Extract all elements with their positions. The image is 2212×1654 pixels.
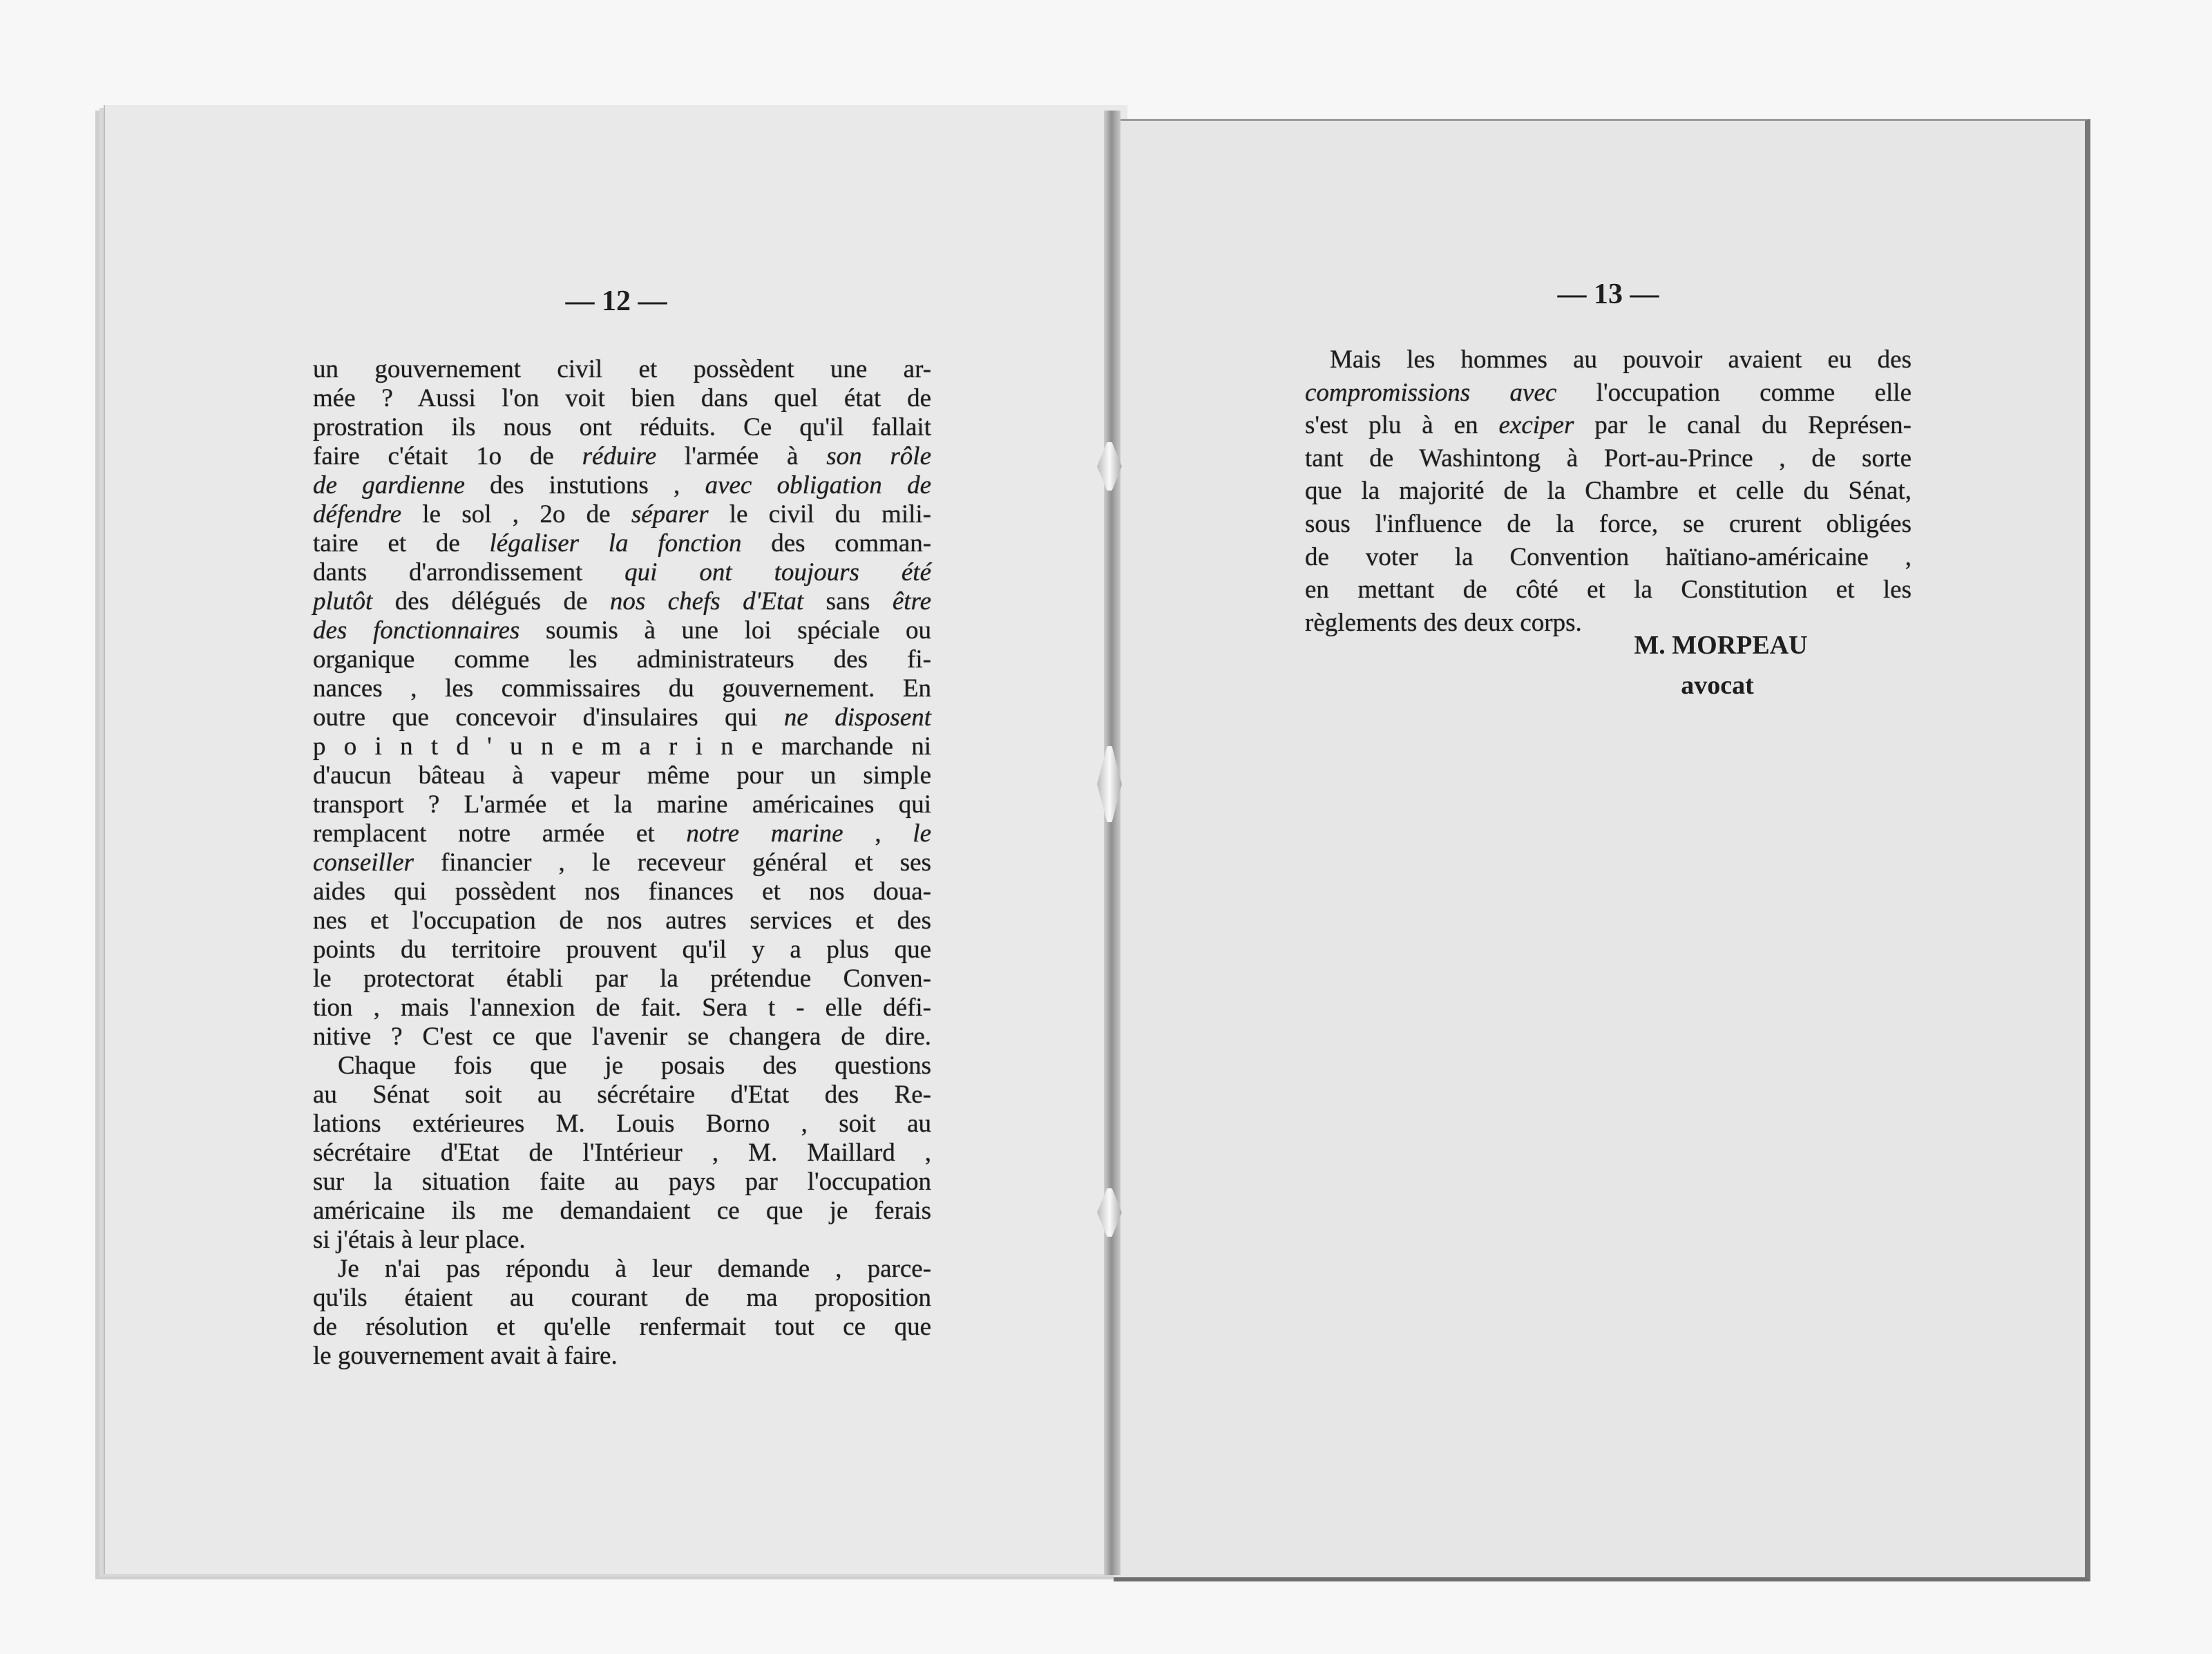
text-segment: sous l'influence de la force, se crurent obligées <box>1305 509 1911 538</box>
text-line <box>313 935 931 964</box>
text-line <box>313 877 931 906</box>
text-line <box>1305 508 1911 541</box>
text-line <box>313 1197 931 1226</box>
text-segment: p o i n t d ' u n e m a r i n e marchande ni <box>313 732 931 761</box>
text-line <box>313 994 931 1023</box>
text-segment: prostration ils nous ont réduits. Ce qu'il fallait <box>313 413 931 441</box>
text-line <box>313 848 931 877</box>
text-line <box>313 819 931 848</box>
text-line <box>313 1052 931 1081</box>
text-segment: l'armée à <box>656 442 827 470</box>
text-line <box>313 355 931 384</box>
signature-name: M. MORPEAU <box>1634 631 1808 660</box>
italic-text: défendre <box>313 500 402 529</box>
right-page-text <box>1305 343 1911 639</box>
text-segment: le protectorat établi par la prétendue Conven- <box>313 964 931 993</box>
text-line <box>313 790 931 819</box>
signature-title: avocat <box>1681 671 1754 700</box>
italic-text: le <box>913 819 931 848</box>
text-line <box>313 1081 931 1110</box>
text-line <box>313 1313 931 1342</box>
text-segment: nes et l'occupation de nos autres services et des <box>313 906 931 935</box>
italic-text: avec obligation de <box>705 471 931 500</box>
text-line <box>1305 475 1911 508</box>
text-segment: sans <box>803 587 893 616</box>
text-segment: des comman- <box>741 529 932 558</box>
text-line <box>313 384 931 413</box>
italic-text: notre marine <box>686 819 843 848</box>
text-line <box>313 645 931 674</box>
text-segment: outre que concevoir d'insulaires qui <box>313 703 784 732</box>
text-segment: l'occupation comme elle <box>1556 378 1911 407</box>
italic-text: de gardienne <box>313 471 465 500</box>
text-segment: en mettant de côté et la Constitution et les <box>1305 576 1911 605</box>
text-segment: nances , les commissaires du gouvernement. En <box>313 674 931 703</box>
page-number-right: — 13 — <box>1557 278 1659 310</box>
text-line <box>313 964 931 994</box>
text-segment: par le canal du Représen- <box>1574 411 1911 440</box>
text-line <box>313 674 931 703</box>
italic-text: séparer <box>631 500 709 529</box>
italic-text: ne disposent <box>783 703 931 732</box>
text-segment: le gouvernement avait à faire. <box>313 1342 618 1370</box>
italic-text: nos chefs d'Etat <box>609 587 804 616</box>
text-segment: un gouvernement civil et possèdent une ar- <box>313 355 931 383</box>
text-segment: Chaque fois que je posais des questions <box>338 1052 931 1080</box>
text-segment: de résolution et qu'elle renfermait tout ce que <box>313 1313 931 1341</box>
text-segment: organique comme les administrateurs des fi- <box>313 645 931 674</box>
text-line <box>1305 573 1911 607</box>
text-segment: tant de Washintong à Port-au-Prince , de sorte <box>1305 444 1911 473</box>
text-line <box>313 732 931 761</box>
text-line <box>313 471 931 500</box>
text-segment: Je n'ai pas répondu à leur demande , parce- <box>338 1255 931 1283</box>
italic-text: compromissions avec <box>1305 378 1557 407</box>
text-segment: remplacent notre armée et <box>313 819 687 848</box>
text-line <box>313 1284 931 1313</box>
text-segment: lations extérieures M. Louis Borno , soit au <box>313 1110 931 1138</box>
text-segment: d'aucun bâteau à vapeur même pour un simple <box>313 761 931 790</box>
text-segment: règlements des deux corps. <box>1305 608 1582 637</box>
text-segment: sécrétaire d'Etat de l'Intérieur , M. Maillard , <box>313 1139 931 1167</box>
text-line <box>313 1255 931 1284</box>
text-line <box>313 442 931 471</box>
text-segment: des instutions , <box>464 471 705 500</box>
text-line <box>313 1139 931 1168</box>
italic-text: son rôle <box>826 442 931 470</box>
text-segment: des délégués de <box>372 587 610 616</box>
text-line <box>1305 442 1911 475</box>
text-segment: points du territoire prouvent qu'il y a plus que <box>313 935 931 964</box>
text-segment: s'est plu à en <box>1305 411 1499 440</box>
text-line <box>313 413 931 442</box>
italic-text: réduire <box>582 442 657 470</box>
text-segment: américaine ils me demandaient ce que je ferais <box>313 1197 931 1225</box>
page-number-left: — 12 — <box>565 285 667 317</box>
text-line <box>313 761 931 790</box>
text-segment: nitive ? C'est ce que l'avenir se changera de dire. <box>313 1023 931 1051</box>
italic-text: plutôt <box>313 587 373 616</box>
text-segment: au Sénat soit au sécrétaire d'Etat des Re- <box>313 1081 931 1109</box>
text-line <box>313 703 931 732</box>
text-segment: si j'étais à leur place. <box>313 1226 526 1254</box>
text-line <box>313 1226 931 1255</box>
text-segment: que la majorité de la Chambre et celle du Sénat, <box>1305 477 1911 506</box>
text-segment: dants d'arrondissement <box>313 558 625 587</box>
text-line <box>313 500 931 529</box>
text-line <box>313 616 931 645</box>
text-segment: le sol , 2o de <box>401 500 631 529</box>
text-segment: financier , le receveur général et ses <box>413 848 931 877</box>
text-segment: sur la situation faite au pays par l'occupation <box>313 1168 931 1196</box>
text-line <box>313 1110 931 1139</box>
text-line <box>313 558 931 587</box>
text-segment: le civil du mili- <box>708 500 932 529</box>
text-line <box>1305 377 1911 410</box>
text-line <box>313 1342 931 1371</box>
text-segment: taire et de <box>313 529 490 558</box>
text-segment: , <box>843 819 913 848</box>
text-segment: faire c'était 1o de <box>313 442 582 470</box>
italic-text: être <box>892 587 931 616</box>
text-line <box>313 529 931 558</box>
text-line <box>1305 409 1911 442</box>
italic-text: conseiller <box>313 848 414 877</box>
italic-text: des fonctionnaires <box>313 616 520 645</box>
text-line <box>313 1168 931 1197</box>
book-spine <box>1104 111 1121 1575</box>
right-page <box>1114 119 2090 1581</box>
text-line <box>313 1023 931 1052</box>
italic-text: qui ont toujours été <box>624 558 931 587</box>
text-line <box>313 587 931 616</box>
text-line <box>1305 343 1911 377</box>
text-segment: mée ? Aussi l'on voit bien dans quel état de <box>313 384 931 412</box>
left-page-text <box>313 355 931 1371</box>
text-line <box>1305 541 1911 574</box>
text-segment: qu'ils étaient au courant de ma proposition <box>313 1284 931 1312</box>
text-line <box>313 906 931 935</box>
text-segment: transport ? L'armée et la marine américaines qui <box>313 790 931 819</box>
italic-text: légaliser la fonction <box>489 529 742 558</box>
text-segment: aides qui possèdent nos finances et nos doua- <box>313 877 931 906</box>
italic-text: exciper <box>1498 411 1574 440</box>
text-segment: tion , mais l'annexion de fait. Sera t - elle défi- <box>313 994 931 1022</box>
text-segment: de voter la Convention haïtiano-américaine , <box>1305 542 1911 571</box>
text-segment: Mais les hommes au pouvoir avaient eu des <box>1330 345 1911 374</box>
text-segment: soumis à une loi spéciale ou <box>519 616 931 645</box>
